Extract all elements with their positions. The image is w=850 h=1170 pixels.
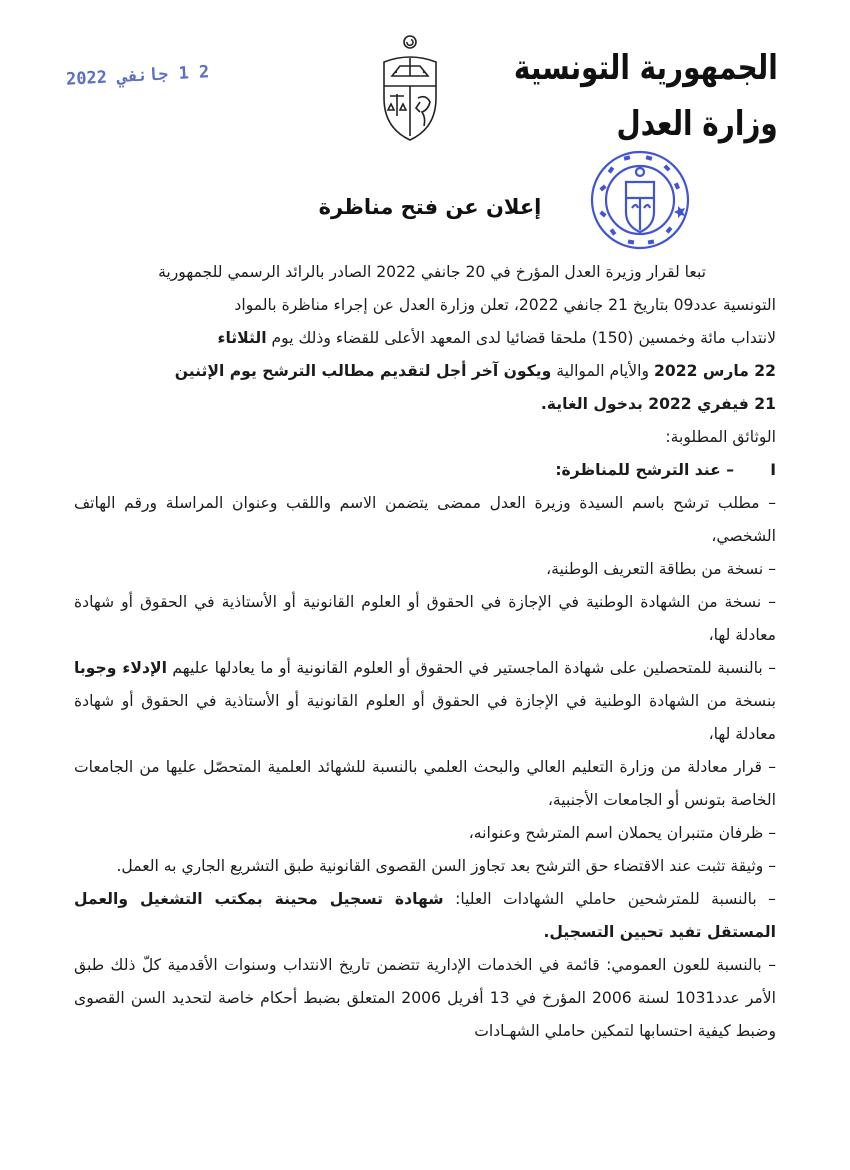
item-emphasis: شهادة تسجيل محينة بمكتب التشغيل والعمل المستقل تفيد تحيين التسجيل. [74,890,776,941]
deadline-text: ويكون آخر أجل لتقديم مطالب الترشح يوم الإثنين [174,362,552,380]
item-emphasis: الإدلاء وجوبا [74,659,167,677]
exam-day: الثلاثاء [217,329,267,347]
letterhead [514,40,778,152]
coat-of-arms-icon [374,32,446,144]
intro-line: تبعا لقرار وزيرة العدل المؤرخ في 20 جانفي 2022 الصادر بالرائد الرسمي للجمهورية [158,263,706,281]
requirement-item: – نسخة من الشهادة الوطنية في الإجازة في الحقوق أو العلوم القانونية أو الأستاذية في الحقوق أو شهادة معادلة لها، [74,593,776,644]
deadline-date: 21 فيفري 2022 بدخول الغاية. [540,395,776,413]
requirement-item: – وثيقة تثبت عند الاقتضاء حق الترشح بعد تجاوز السن القصوى القانونية طبق التشريع الجاري به العمل. [116,857,776,875]
requirement-item: – مطلب ترشح باسم السيدة وزيرة العدل ممضى يتضمن الاسم واللقب وعنوان المراسلة ورقم الهاتف الشخصي، [74,494,776,545]
item-text: – بالنسبة للمتحصلين على شهادة الماجستير في الحقوق أو العلوم القانونية أو ما يعادلها عليهم [166,659,776,677]
requirement-item: – ظرفان متنبران يحملان اسم المترشح وعنوانه، [468,824,776,842]
section-number: I [770,461,776,479]
intro-text: والأيام الموالية [551,362,655,380]
exam-date: 22 مارس 2022 [654,362,776,380]
intro-line [74,355,776,388]
section-title: – عند الترشح للمناظرة: [555,461,734,479]
requirement-item: – بالنسبة للعون العمومي: قائمة في الخدمات الإدارية تتضمن تاريخ الانتداب وسنوات الأقدمية كلّ ذلك طبق الأمر عدد1031 لسنة 2006 المؤرخ في 13 أفريل 2006 المتعلق بضبط أحكام خاصة لتحديد السن القصوى وضبط كيفية احتسابها لتمكين حاملي الشهـادات [74,956,776,1040]
announcement-title: إعلان عن فتح مناظرة [318,195,542,219]
republic-name: الجمهورية التونسية [514,48,778,88]
item-text: – بالنسبة للمترشحين حاملي الشهادات العليا: [443,890,776,908]
announcement-body [74,256,776,1048]
documents-label: الوثائق المطلوبة: [665,428,776,446]
date-stamp: 2 1 جانفي 2022 [65,62,210,90]
intro-line: التونسية عدد09 بتاريخ 21 جانفي 2022، تعلن وزارة العدل عن إجراء مناظرة بالمواد [234,296,776,314]
requirement-item [74,883,776,949]
section-heading [74,454,776,487]
ministry-name: وزارة العدل [616,104,778,144]
requirement-item: – قرار معادلة من وزارة التعليم العالي والبحث العلمي بالنسبة للشهائد العلمية المتحصّل عليها من الجامعات الخاصة بتونس أو الجامعات الأجنبية، [74,758,776,809]
requirement-item [74,652,776,751]
intro-text: لانتداب مائة وخمسين (150) ملحقا قضائيا لدى المعهد الأعلى للقضاء وذلك يوم [266,329,776,347]
requirement-item: – نسخة من بطاقة التعريف الوطنية، [546,560,776,578]
intro-line [74,322,776,355]
item-text: بنسخة من الشهادة الوطنية في الإجازة في الحقوق أو العلوم القانونية أو الأستاذية في الحقوق أو شهادة معادلة لها، [74,692,776,743]
